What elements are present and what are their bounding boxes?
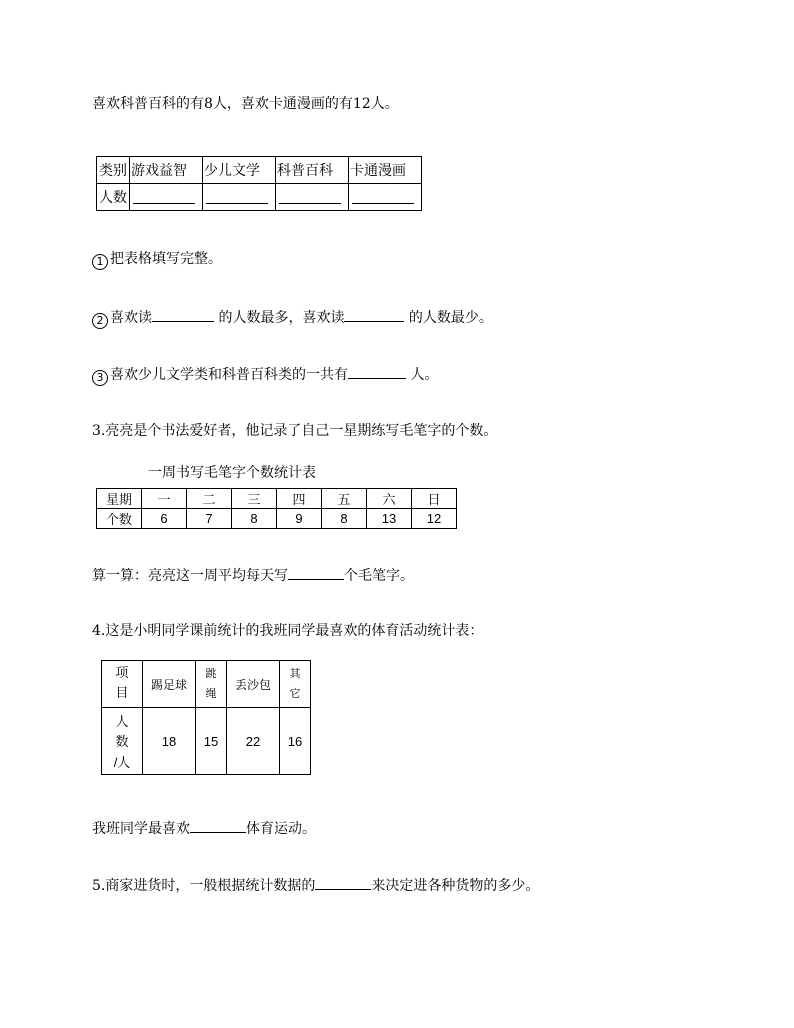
table2-count: 7 [187,509,232,529]
table3-row-char: 人 [115,713,129,729]
table3-value: 22 [227,708,280,775]
table3-value: 16 [280,708,311,775]
sports-table [101,660,311,775]
calc-text-1: 算一算：亮亮这一周平均每天写 [92,568,288,584]
table2-count: 12 [412,509,457,529]
problem-3-text: 3.亮亮是个书法爱好者，他记录了自己一星期练写毛笔字的个数。 [92,423,498,439]
problem-4 [92,622,483,640]
question-3 [92,364,438,386]
table3-activity-jumprope [196,661,227,708]
p4-answer-text-1: 我班同学最喜欢 [92,821,190,837]
problem-4-answer [92,818,316,838]
table1-cell-blank[interactable] [276,184,349,211]
table2-count: 8 [322,509,367,529]
table1-row-label: 人数 [97,184,130,211]
table2-count: 6 [142,509,187,529]
p4-answer-text-2: 体育运动。 [246,821,316,837]
table2-day: 四 [277,489,322,509]
table2-day: 二 [187,489,232,509]
table1-cell-blank[interactable] [203,184,276,211]
answer-blank[interactable] [315,875,371,890]
answer-blank[interactable] [190,818,246,833]
answer-blank[interactable] [348,364,406,379]
table2-day: 一 [142,489,187,509]
answer-blank[interactable] [288,565,344,580]
table2-count: 9 [277,509,322,529]
question-2 [92,307,493,329]
answer-blank[interactable] [152,307,214,322]
table2-day: 五 [322,489,367,509]
table3-activity-char: 其 [289,667,301,680]
problem-5 [92,875,539,895]
table2-count: 13 [367,509,412,529]
table3-activity-char: 它 [289,687,301,700]
table2-day: 六 [367,489,412,509]
table1-cell-blank[interactable] [349,184,422,211]
answer-blank[interactable] [344,307,404,322]
q3-text-2: 人。 [406,367,439,383]
table2-caption: 一周书写毛笔字个数统计表 [148,465,316,481]
table1-header-literature: 少儿文学 [203,157,276,184]
p5-text-1: 5.商家进货时，一般根据统计数据的 [92,878,316,894]
table3-activity-other [280,661,311,708]
problem-3 [92,422,497,440]
table3-header-label [102,661,143,708]
table2-count: 8 [232,509,277,529]
weekly-writing-table [96,488,457,529]
table3-label-char: 目 [115,686,129,701]
table3-row-label [102,708,143,775]
calc-text-2: 个毛笔字。 [344,568,414,584]
table3-row-char: 数 [115,733,129,749]
intro-line [92,95,399,113]
problem-4-text: 4.这是小明同学课前统计的我班同学最喜欢的体育活动统计表： [92,623,484,639]
q3-text-1: 喜欢少儿文学类和科普百科类的一共有 [110,367,348,383]
q2-text-2: 的人数最多，喜欢读 [214,310,345,326]
table1-header-category: 类别 [97,157,130,184]
table3-activity-char: 跳 [205,667,217,680]
table2-day: 日 [412,489,457,509]
calculation-line [92,565,414,585]
q2-text-1: 喜欢读 [110,310,152,326]
circled-number-1: 1 [92,254,108,270]
circled-number-3: 3 [92,370,108,386]
table2-header-label: 星期 [97,489,142,509]
table1-header-cartoon: 卡通漫画 [349,157,422,184]
q1-text: 把表格填写完整。 [110,251,222,267]
p5-text-2: 来决定进各种货物的多少。 [371,878,540,894]
category-table [96,156,422,211]
table2-row-label: 个数 [97,509,142,529]
table1-cell-blank[interactable] [130,184,203,211]
table3-activity-char: 绳 [205,687,217,700]
table1-header-science: 科普百科 [276,157,349,184]
intro-text: 喜欢科普百科的有8人，喜欢卡通漫画的有12人。 [92,96,399,112]
table3-value: 15 [196,708,227,775]
table2-day: 三 [232,489,277,509]
table3-activity-sandbag: 丢沙包 [227,661,280,708]
table1-header-puzzle: 游戏益智 [130,157,203,184]
q2-text-3: 的人数最少。 [404,310,493,326]
question-1 [92,250,222,270]
circled-number-2: 2 [92,313,108,329]
table3-row-char: /人 [113,754,131,770]
table3-value: 18 [143,708,196,775]
table3-activity-football: 踢足球 [143,661,196,708]
table3-label-char: 项 [115,666,129,681]
